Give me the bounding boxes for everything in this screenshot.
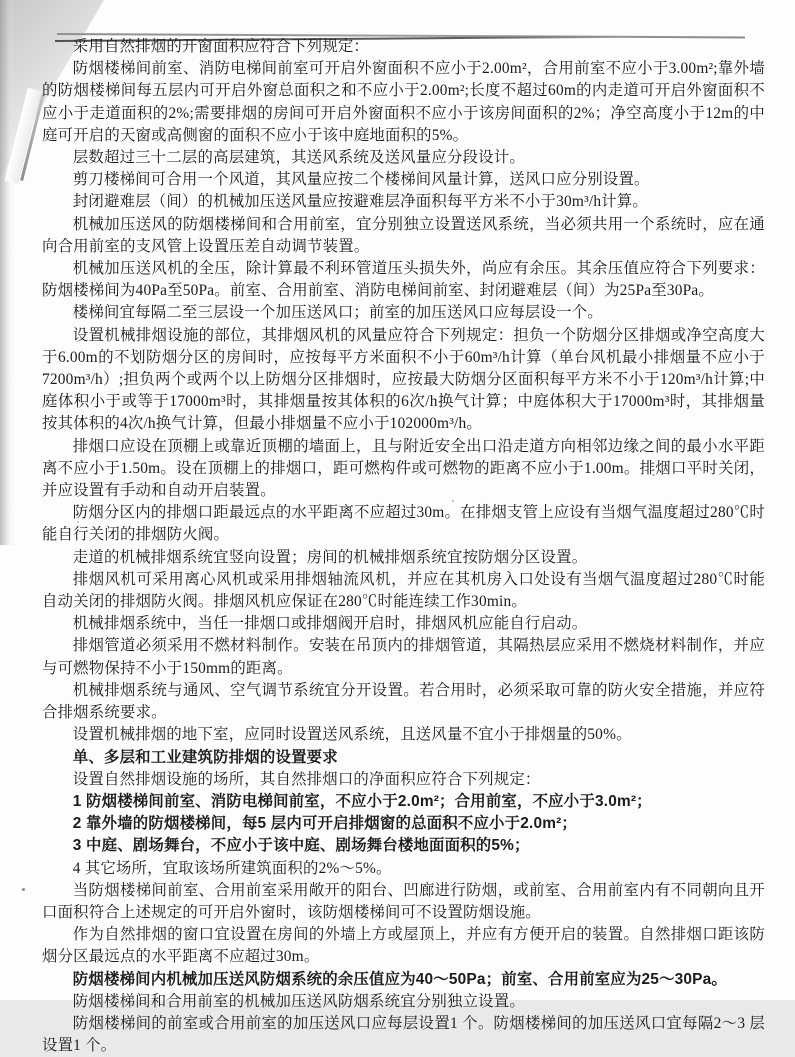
paragraph: 4 其它场所，宜取该场所建筑面积的2%～5%。 — [72, 859, 392, 877]
paragraph: 防烟楼梯间前室、消防电梯间前室可开启外窗面积不应小于2.00m²，合用前室不应小于3.00m²;靠外墙的防烟楼梯间每五层内可开启外窗总面积之和不应小于2.00m²;长度不超过60m的内走道可开启外窗面积不应小于走道面积的2%;需要排烟的房间可开启外窗面积不应小于该房间面积的2%；净空高度小于12m的中庭可开启的天窗或高侧窗的面积不应小于该中庭地面积的5%。 — [42, 60, 765, 144]
paragraph: 机械排烟系统中，当任一排烟口或排烟阀开启时，排烟风机应能自行启动。 — [72, 615, 588, 633]
paragraph: 防烟楼梯间内机械加压送风防烟系统的余压值应为40～50Pa；前室、合用前室应为25～30Pa。 — [72, 970, 727, 988]
paragraph: 3 中庭、剧场舞台，不应小于该中庭、剧场舞台楼地面面积的5%； — [72, 837, 530, 855]
paragraph: 剪刀楼梯间可合用一个风道，其风量应按二个楼梯间风量计算，送风口应分别设置。 — [72, 171, 650, 189]
paragraph: 设置机械排烟设施的部位，其排烟风机的风量应符合下列规定：担负一个防烟分区排烟或净空高度大于6.00m的不划防烟分区的房间时，应按每平方米面积不小于60m³/h计算（单台风机最小排烟量不应小于7200m³/h）;担负两个或两个以上防烟分区排烟时，应按最大防烟分区面积每平方米不小于120m³/h计算;中庭体积小于或等于17000m³时，其排烟量按其体积的6次/h换气计算；中庭体积大于17000m³时，其排烟量按其体积的4次/h换气计算，但最小排烟量不应小于102000m³/h。 — [42, 326, 765, 433]
scan-left-edge-shadow — [0, 0, 15, 545]
paragraph: 防烟楼梯间的前室或合用前室的加压送风口应每层设置1 个。防烟楼梯间的加压送风口宜每隔2～3 层设置1 个。 — [42, 1014, 765, 1055]
paragraph: 排烟风机可采用离心风机或采用排烟轴流风机，并应在其机房入口处设有当烟气温度超过280℃时能自动关闭的排烟防火阀。排烟风机应保证在280℃时能连续工作30min。 — [42, 570, 765, 611]
scan-speck — [22, 888, 25, 891]
paragraph: 机械加压送风机的全压，除计算最不利环管道压头损失外，尚应有余压。其余压值应符合下列要求：防烟楼梯间为40Pa至50Pa。前室、合用前室、消防电梯间前室、封闭避难层（间）为25Pa至30Pa。 — [42, 260, 765, 300]
paragraph: 楼梯间宜每隔二至三层设一个加压送风口；前室的加压送风口应每层设一个。 — [72, 304, 603, 322]
section-heading: 单、多层和工业建筑防排烟的设置要求 — [72, 748, 338, 766]
paragraph: 防烟楼梯间和合用前室的机械加压送风防烟系统宜分别独立设置。 — [72, 992, 525, 1010]
paragraph: 封闭避难层（间）的机械加压送风量应按避难层净面积每平方米不小于30m³/h计算。 — [72, 193, 649, 211]
paragraph: 2 靠外墙的防烟楼梯间，每5 层内可开启排烟窗的总面积不应小于2.0m²； — [72, 815, 578, 833]
paragraph: 机械加压送风的防烟楼梯间和合用前室，宜分别独立设置送风系统，当必须共用一个系统时，应在通向合用前室的支风管上设置压差自动调节装置。 — [42, 215, 765, 255]
paragraph: 走道的机械排烟系统宜竖向设置；房间的机械排烟系统宜按防烟分区设置。 — [72, 548, 588, 566]
paragraph: 1 防烟楼梯间前室、消防电梯间前室，不应小于2.0m²；合用前室，不应小于3.0m²； — [72, 792, 652, 810]
paragraph: 排烟口应设在顶棚上或靠近顶棚的墙面上，且与附近安全出口沿走道方向相邻边缘之间的最小水平距离不应小于1.50m。设在顶棚上的排烟口，距可燃构件或可燃物的距离不应小于1.00m。排烟口平时关闭，并应设置有手动和自动开启装置。 — [42, 437, 765, 500]
paragraph: 防烟分区内的排烟口距最远点的水平距离不应超过30m。在排烟支管上应设有当烟气温度超过280℃时能自行关闭的排烟防火阀。 — [42, 504, 765, 544]
paragraph: 采用自然排烟的开窗面积应符合下列规定： — [72, 38, 370, 55]
paragraph: 排烟管道必须采用不燃材料制作。安装在吊顶内的排烟管道，其隔热层应采用不燃烧材料制作，并应与可燃物保持不小于150mm的距离。 — [42, 637, 765, 677]
paragraph: 设置机械排烟的地下室，应同时设置送风系统，且送风量不宜小于排烟量的50%。 — [72, 726, 632, 744]
paragraph: 作为自然排烟的窗口宜设置在房间的外墙上方或屋顶上，并应有方便开启的装置。自然排烟口距该防烟分区最远点的水平距离不应超过30m。 — [42, 926, 765, 966]
document-body — [42, 36, 765, 1057]
paragraph: 当防烟楼梯间前室、合用前室采用敞开的阳台、凹廊进行防烟，或前室、合用前室内有不同朝向且开口面积符合上述规定的可开启外窗时，该防烟楼梯间可不设置防烟设施。 — [42, 881, 765, 921]
paragraph: 层数超过三十二层的高层建筑，其送风系统及送风量应分段设计。 — [72, 149, 525, 167]
paragraph: 机械排烟系统与通风、空气调节系统宜分开设置。若合用时，必须采取可靠的防火安全措施，并应符合排烟系统要求。 — [42, 681, 765, 722]
paragraph: 设置自然排烟设施的场所，其自然排烟口的净面积应符合下列规定： — [72, 770, 541, 788]
